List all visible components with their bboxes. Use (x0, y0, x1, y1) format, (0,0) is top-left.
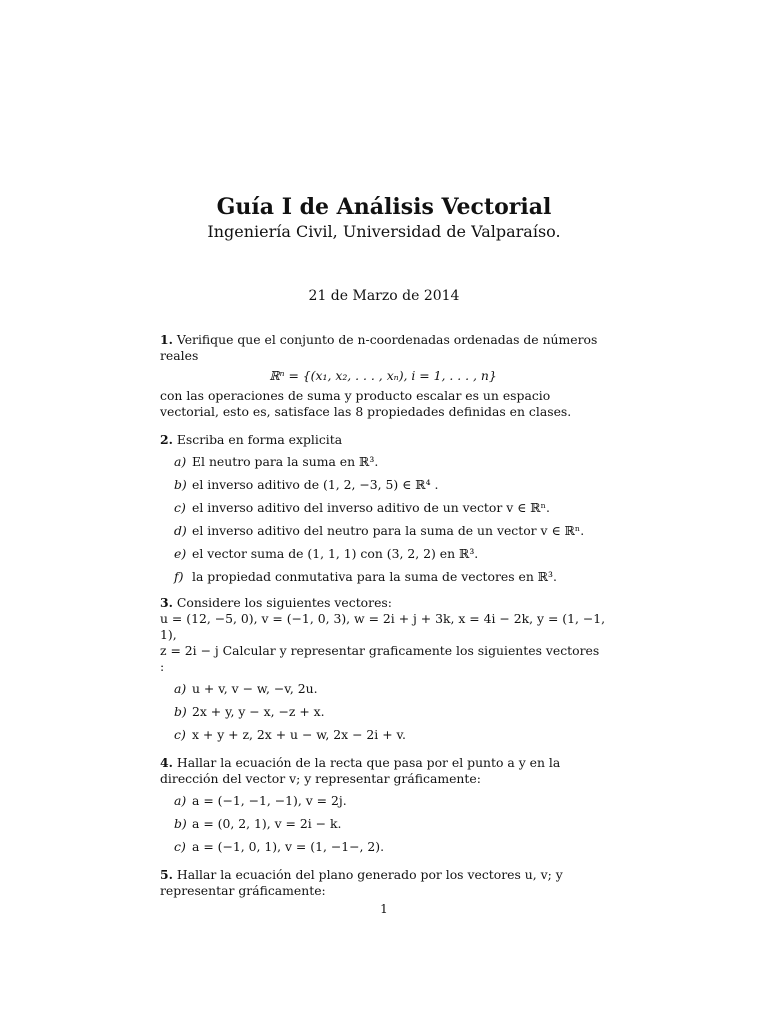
item-label: c) (174, 727, 186, 742)
document-subtitle: Ingeniería Civil, Universidad de Valparaíso. (207, 222, 561, 241)
item-label: b) (174, 704, 187, 719)
problem-intro: Considere los siguientes vectores: (176, 595, 392, 610)
item-label: f) (174, 569, 184, 584)
problem-intro: Verifique que el conjunto de n-coordenadas ordenadas de números reales (160, 332, 598, 363)
item-label: b) (174, 477, 187, 492)
item-text: el vector suma de (1, 1, 1) con (3, 2, 2) en ℝ³. (192, 546, 479, 561)
item-label: c) (174, 500, 186, 515)
vector-definitions-line-2: z = 2i − j Calcular y representar graficamente los siguientes vectores : (160, 643, 600, 674)
item-text: a = (−1, −1, −1), v = 2j. (192, 793, 347, 808)
problem-intro: Hallar la ecuación del plano generado por los vectores u, v; y representar gráficamente: (160, 867, 563, 898)
list-item (174, 454, 606, 470)
item-text: 2x + y, y − x, −z + x. (192, 704, 325, 719)
document-title: Guía I de Análisis Vectorial (216, 194, 552, 220)
item-label: c) (174, 839, 186, 854)
subitem-list (160, 681, 606, 743)
item-label: a) (174, 454, 187, 469)
item-text: el inverso aditivo de (1, 2, −3, 5) ∈ ℝ⁴ . (192, 477, 439, 492)
problem-intro: Escriba en forma explicita (176, 432, 343, 447)
problem-4 (160, 755, 606, 855)
problem-number: 3. (160, 595, 173, 610)
item-text: a = (0, 2, 1), v = 2i − k. (192, 816, 342, 831)
list-item (174, 816, 606, 832)
list-item (174, 727, 606, 743)
item-text: la propiedad conmutativa para la suma de vectores en ℝ³. (192, 569, 557, 584)
list-item (174, 839, 606, 855)
list-item (174, 523, 606, 539)
display-equation: ℝⁿ = {(x₁, x₂, . . . , xₙ), i = 1, . . . , n} (269, 368, 497, 383)
vector-definitions-line-1: u = (12, −5, 0), v = (−1, 0, 3), w = 2i + j + 3k, x = 4i − 2k, y = (1, −1, 1), (160, 611, 606, 642)
problem-3 (160, 595, 606, 743)
document-date: 21 de Marzo de 2014 (308, 288, 460, 304)
subitem-list (160, 793, 606, 855)
list-item (174, 793, 606, 809)
problem-2 (160, 432, 606, 585)
list-item (174, 477, 606, 493)
problem-number: 5. (160, 867, 173, 882)
problem-number: 2. (160, 432, 173, 447)
problem-intro: Hallar la ecuación de la recta que pasa por el punto a y en la dirección del vector v; y representar gráficamente: (160, 755, 561, 786)
list-item (174, 681, 606, 697)
list-item (174, 546, 606, 562)
item-text: a = (−1, 0, 1), v = (1, −1−, 2). (192, 839, 385, 854)
list-item (174, 704, 606, 720)
item-label: d) (174, 523, 187, 538)
item-label: a) (174, 793, 187, 808)
problem-outro: con las operaciones de suma y producto escalar es un espacio vectorial, esto es, satisface las 8 propiedades definidas en clases. (160, 388, 572, 419)
item-label: a) (174, 681, 187, 696)
page-number: 1 (380, 902, 388, 916)
problem-number: 1. (160, 332, 173, 347)
problem-number: 4. (160, 755, 173, 770)
problem-5 (160, 867, 606, 899)
item-text: el inverso aditivo del inverso aditivo de un vector v ∈ ℝⁿ. (192, 500, 550, 515)
item-text: x + y + z, 2x + u − w, 2x − 2i + v. (192, 727, 406, 742)
list-item (174, 500, 606, 516)
item-text: u + v, v − w, −v, 2u. (192, 681, 318, 696)
problem-1 (160, 332, 606, 420)
item-text: El neutro para la suma en ℝ³. (192, 454, 379, 469)
item-label: e) (174, 546, 187, 561)
problem-list (160, 332, 606, 899)
subitem-list (160, 454, 606, 585)
item-label: b) (174, 816, 187, 831)
item-text: el inverso aditivo del neutro para la suma de un vector v ∈ ℝⁿ. (192, 523, 585, 538)
list-item (174, 569, 606, 585)
